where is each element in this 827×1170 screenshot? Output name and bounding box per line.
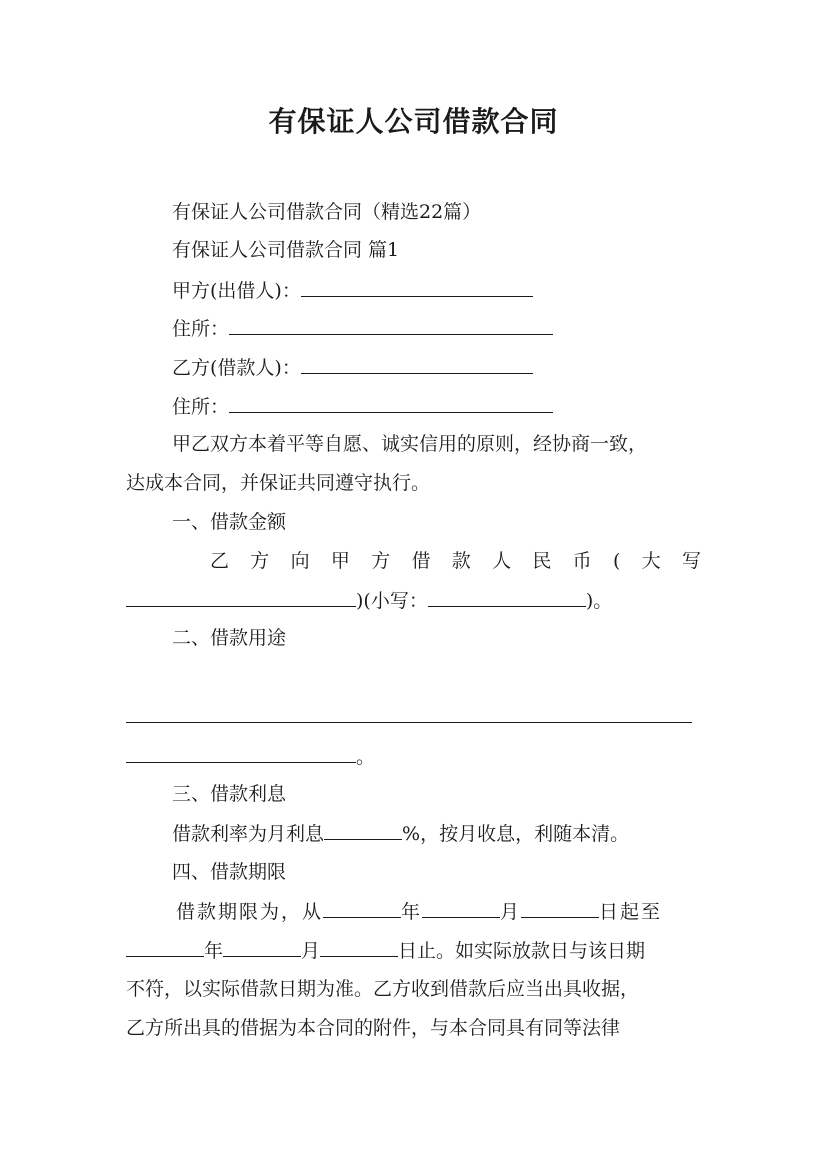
term-label: 借款期限为，从 [176, 901, 324, 923]
year-label: 年 [204, 940, 224, 962]
party-a-address-row [172, 316, 553, 341]
clause-1-char: 人 [492, 550, 512, 572]
clause-1-char: 写 [681, 550, 701, 572]
clause-3-heading: 三、借款利息 [172, 783, 287, 805]
purpose-blank-line-2[interactable] [126, 744, 356, 763]
clause-1-char: ( [612, 550, 621, 572]
purpose-blank-line-1[interactable] [126, 722, 692, 723]
party-b-address-blank[interactable] [229, 394, 553, 413]
end-year-blank[interactable] [126, 938, 204, 957]
amount-lowercase-label: )(小写： [356, 590, 428, 612]
section-heading: 有保证人公司借款合同 篇1 [172, 239, 400, 261]
party-a-row [172, 278, 533, 303]
clause-3-text [172, 821, 629, 846]
party-b-address-row [172, 394, 553, 419]
clause-1-char: 方 [250, 550, 270, 572]
clause-1-char: 方 [371, 550, 391, 572]
clause-2-heading: 二、借款用途 [172, 627, 287, 649]
address-label: 住所： [172, 396, 230, 418]
clause-4-heading: 四、借款期限 [172, 861, 287, 883]
clause-4-line-2 [126, 938, 645, 963]
year-label: 年 [401, 901, 423, 923]
clause-1-char: 款 [451, 550, 471, 572]
party-b-row [172, 355, 533, 380]
page-title: 有保证人公司借款合同 [268, 105, 559, 138]
amount-uppercase-blank[interactable] [126, 588, 356, 607]
clause-2-end: 。 [356, 746, 376, 768]
interest-label: 借款利率为月利息 [172, 823, 325, 845]
clause-4-line-1 [176, 899, 662, 924]
clause-1-line-2 [126, 588, 612, 613]
end-day-blank[interactable] [320, 938, 398, 957]
month-label: 月 [301, 940, 321, 962]
end-month-blank[interactable] [223, 938, 301, 957]
clause-1-char: 借 [411, 550, 431, 572]
amount-lowercase-blank[interactable] [428, 588, 586, 607]
start-year-blank[interactable] [323, 899, 401, 918]
party-a-blank[interactable] [301, 278, 533, 297]
preamble-line-1: 甲乙双方本着平等自愿、诚实信用的原则，经协商一致， [172, 433, 648, 455]
end-day-text: 日止。如实际放款日与该日期 [398, 940, 646, 962]
party-b-blank[interactable] [301, 355, 533, 374]
clause-1-char: 民 [532, 550, 552, 572]
clause-1-char: 乙 [210, 550, 230, 572]
party-a-address-blank[interactable] [229, 316, 553, 335]
interest-terms: %，按月收息，利随本清。 [402, 823, 630, 845]
subtitle: 有保证人公司借款合同（精选22篇） [172, 201, 482, 223]
interest-rate-blank[interactable] [324, 821, 402, 840]
month-label: 月 [500, 901, 522, 923]
clause-1-char: 币 [572, 550, 592, 572]
clause-1-char: 大 [641, 550, 661, 572]
clause-1-char: 向 [290, 550, 310, 572]
start-day-blank[interactable] [521, 899, 599, 918]
clause-1-line-1 [210, 549, 701, 573]
clause-2-line-2 [126, 744, 375, 769]
clause-4-line-4: 乙方所出具的借据为本合同的附件，与本合同具有同等法律 [126, 1017, 621, 1039]
clause-1-char: 甲 [330, 550, 350, 572]
start-month-blank[interactable] [422, 899, 500, 918]
party-a-label: 甲方(出借人)： [172, 280, 301, 302]
start-day-label: 日起至 [599, 901, 663, 923]
address-label: 住所： [172, 318, 230, 340]
party-b-label: 乙方(借款人)： [172, 357, 301, 379]
clause-1-heading: 一、借款金额 [172, 511, 287, 533]
clause-4-line-3: 不符，以实际借款日期为准。乙方收到借款后应当出具收据， [126, 978, 640, 1000]
preamble-line-2: 达成本合同，并保证共同遵守执行。 [126, 472, 431, 494]
clause-1-end: )。 [585, 590, 613, 612]
